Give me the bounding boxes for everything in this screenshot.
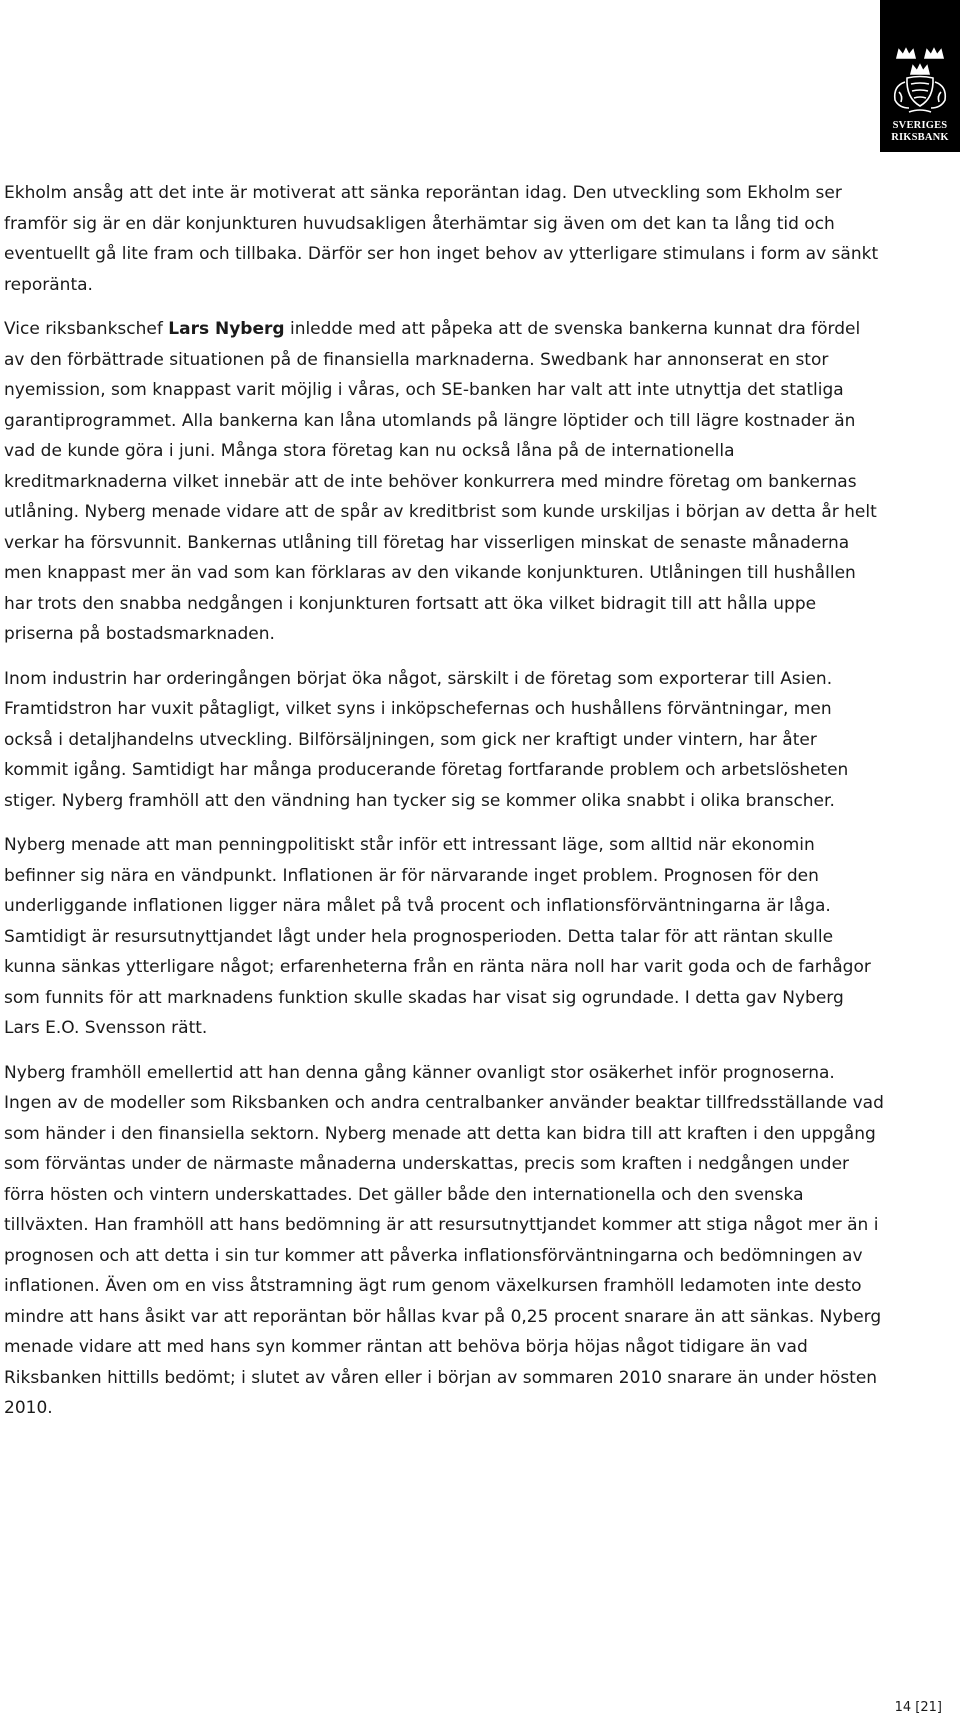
page-number: 14 [21]: [894, 1700, 942, 1715]
logo-text-sveriges: SVERIGES: [892, 120, 948, 131]
logo-wordmark: [891, 120, 949, 144]
paragraph-5: Nyberg framhöll emellertid att han denna gång känner ovanligt stor osäkerhet inför prognoserna. Ingen av de modeller som Riksbanken och andra centralbanker använder beaktar tillfredsställande vad som händer i den finansiella sektorn. Nyberg menade att detta kan bidra till att kraften i den uppgång som förväntas under de närmaste månaderna underskattas, precis som kraften i nedgången under förra hösten och vintern underskattades. Det gäller både den internationella och den svenska tillväxten. Han framhöll att hans bedömning är att resursutnyttjandet kommer att stiga något mer än i prognosen och att detta i sin tur kommer att påverka inflationsförväntningarna och bedömningen av inflationen. Även om en viss åtstramning ägt rum genom växelkursen framhöll ledamoten inte desto mindre att hans åsikt var att reporäntan bör hållas kvar på 0,25 procent snarare än att sänkas. Nyberg menade vidare att med hans syn kommer räntan att behöva börja höjas något tidigare än vad Riksbanken hittills bedömt; i slutet av våren eller i början av sommaren 2010 snarare än under hösten 2010.: [4, 1062, 884, 1418]
paragraph-4: Nyberg menade att man penningpolitiskt står inför ett intressant läge, som alltid när ekonomin befinner sig nära en vändpunkt. Inflationen är för närvarande inget problem. Prognosen för den underliggande inflationen ligger nära målet på två procent och inflationsförväntningarna är låga. Samtidigt är resursutnyttjandet lågt under hela prognosperioden. Detta talar för att räntan skulle kunna sänkas ytterligare något; erfarenheterna från en ränta nära noll har varit goda och de farhågor som funnits för att marknadens funktion skulle skadas har visat sig ogrundade. I detta gav Nyberg Lars E.O. Svensson rätt.: [4, 835, 871, 1038]
speaker-name: Lars Nyberg: [168, 319, 285, 339]
paragraph-2-prefix: Vice riksbankschef: [4, 319, 169, 339]
paragraph-1: Ekholm ansåg att det inte är motiverat att sänka reporäntan idag. Den utveckling som Ekholm ser framför sig är en där konjunkturen huvudsakligen återhämtar sig även om det kan ta lång tid och eventuellt gå lite fram och tillbaka. Därför ser hon inget behov av ytterligare stimulans i form av sänkt reporänta.: [4, 183, 879, 295]
riksbank-logo: [880, 0, 960, 152]
document-body: [4, 178, 884, 1438]
logo-text-riksbank: RIKSBANK: [891, 132, 949, 143]
paragraph-2: [4, 314, 884, 650]
riksbank-crowns-emblem-icon: [887, 46, 953, 116]
paragraph-2-text: inledde med att påpeka att de svenska bankerna kunnat dra fördel av den förbättrade situationen på de finansiella marknaderna. Swedbank har annonserat en stor nyemission, som knappast varit möjlig i våras, och SE-banken har valt att inte utnyttja det statliga garantiprogrammet. Alla bankerna kan låna utomlands på längre löptider och till lägre kostnader än vad de kunde göra i juni. Många stora företag kan nu också låna på de internationella kreditmarknaderna vilket innebär att de inte behöver konkurrera med mindre företag om bankernas utlåning. Nyberg menade vidare att de spår av kreditbrist som kunde urskiljas i början av detta år helt verkar ha försvunnit. Bankernas utlåning till företag har visserligen minskat de senaste månaderna men knappast mer än vad som kan förklaras av den vikande konjunkturen. Utlåningen till hushållen har trots den snabba nedgången i konjunkturen fortsatt att öka vilket bidragit till att hålla uppe priserna på bostadsmarknaden.: [4, 319, 877, 644]
paragraph-3: Inom industrin har orderingången börjat öka något, särskilt i de företag som exporterar till Asien. Framtidstron har vuxit påtagligt, vilket syns i inköpschefernas och hushållens förväntningar, men också i detaljhandelns utveckling. Bilförsäljningen, som gick ner kraftigt under vintern, har åter kommit igång. Samtidigt har många producerande företag fortfarande problem och arbetslösheten stiger. Nyberg framhöll att den vändning han tycker sig se kommer olika snabbt i olika branscher.: [4, 668, 849, 811]
